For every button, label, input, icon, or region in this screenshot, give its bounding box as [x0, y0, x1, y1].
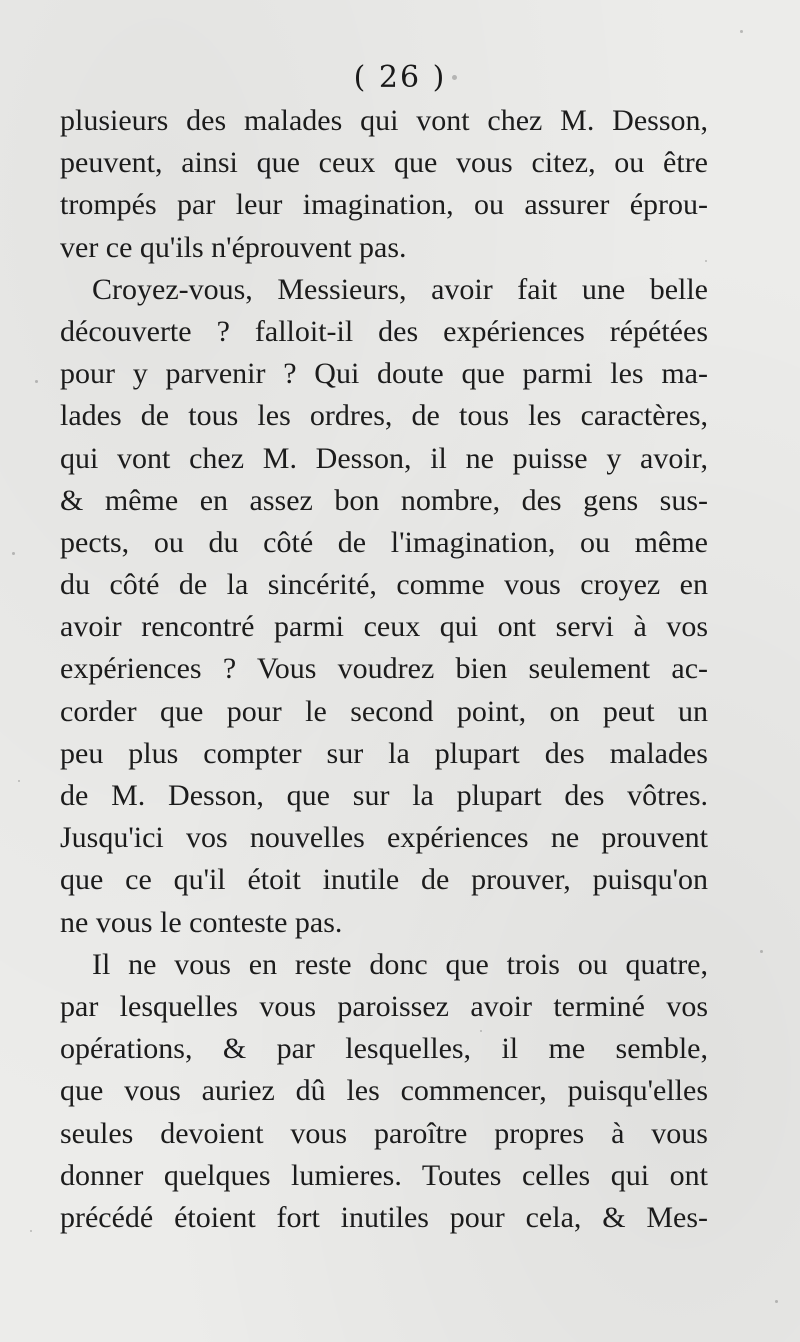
- text-line: seules devoient vous paroître propres à vous: [60, 1116, 708, 1150]
- text-line: Jusqu'ici vos nouvelles expériences ne prouvent: [60, 821, 708, 855]
- text-line: opérations, & par lesquelles, il me semble,: [60, 1032, 708, 1066]
- paper-speck: [35, 380, 38, 383]
- text-line: & même en assez bon nombre, des gens sus-: [60, 483, 708, 517]
- paper-speck: [30, 1230, 32, 1232]
- paper-speck: [740, 30, 743, 33]
- text-line: lades de tous les ordres, de tous les caractères,: [60, 399, 708, 433]
- text-line: ver ce qu'ils n'éprouvent pas.: [60, 230, 407, 264]
- text-line: que ce qu'il étoit inutile de prouver, puisqu'on: [60, 863, 708, 897]
- text-line: peu plus compter sur la plupart des malades: [60, 736, 708, 770]
- text-line: avoir rencontré parmi ceux qui ont servi à vos: [60, 610, 708, 644]
- text-line: peuvent, ainsi que ceux que vous citez, ou être: [60, 146, 708, 180]
- text-line: Il ne vous en reste donc que trois ou quatre,: [92, 947, 708, 981]
- paper-speck: [18, 780, 20, 782]
- text-line: découverte ? falloit-il des expériences répétées: [60, 314, 708, 348]
- paper-speck: [760, 950, 763, 953]
- page-number: ( 26 ): [353, 60, 447, 95]
- paper-speck: [775, 1300, 778, 1303]
- text-line: Croyez-vous, Messieurs, avoir fait une belle: [92, 272, 708, 306]
- text-line: corder que pour le second point, on peut un: [60, 694, 708, 728]
- paper-speck: [452, 75, 457, 80]
- text-line: du côté de la sincérité, comme vous croyez en: [60, 568, 708, 602]
- paper-speck: [705, 260, 707, 262]
- text-line: qui vont chez M. Desson, il ne puisse y avoir,: [60, 441, 708, 475]
- text-line: précédé étoient fort inutiles pour cela, & Mes-: [60, 1200, 708, 1234]
- text-line: que vous auriez dû les commencer, puisqu'elles: [60, 1074, 708, 1108]
- text-line: par lesquelles vous paroissez avoir terminé vos: [60, 989, 708, 1023]
- text-line: plusieurs des malades qui vont chez M. Desson,: [60, 104, 708, 137]
- paper-speck: [12, 552, 15, 555]
- text-line: donner quelques lumieres. Toutes celles qui ont: [60, 1158, 708, 1192]
- text-line: trompés par leur imagination, ou assurer éprou-: [60, 188, 708, 222]
- text-line: pects, ou du côté de l'imagination, ou même: [60, 525, 708, 559]
- text-line: pour y parvenir ? Qui doute que parmi les ma-: [60, 357, 708, 391]
- text-line: expériences ? Vous voudrez bien seulement ac-: [60, 652, 708, 686]
- text-line: ne vous le conteste pas.: [60, 905, 343, 939]
- text-line: de M. Desson, que sur la plupart des vôtres.: [60, 779, 708, 812]
- paper-speck: [480, 1030, 482, 1032]
- body-text: [60, 100, 708, 1239]
